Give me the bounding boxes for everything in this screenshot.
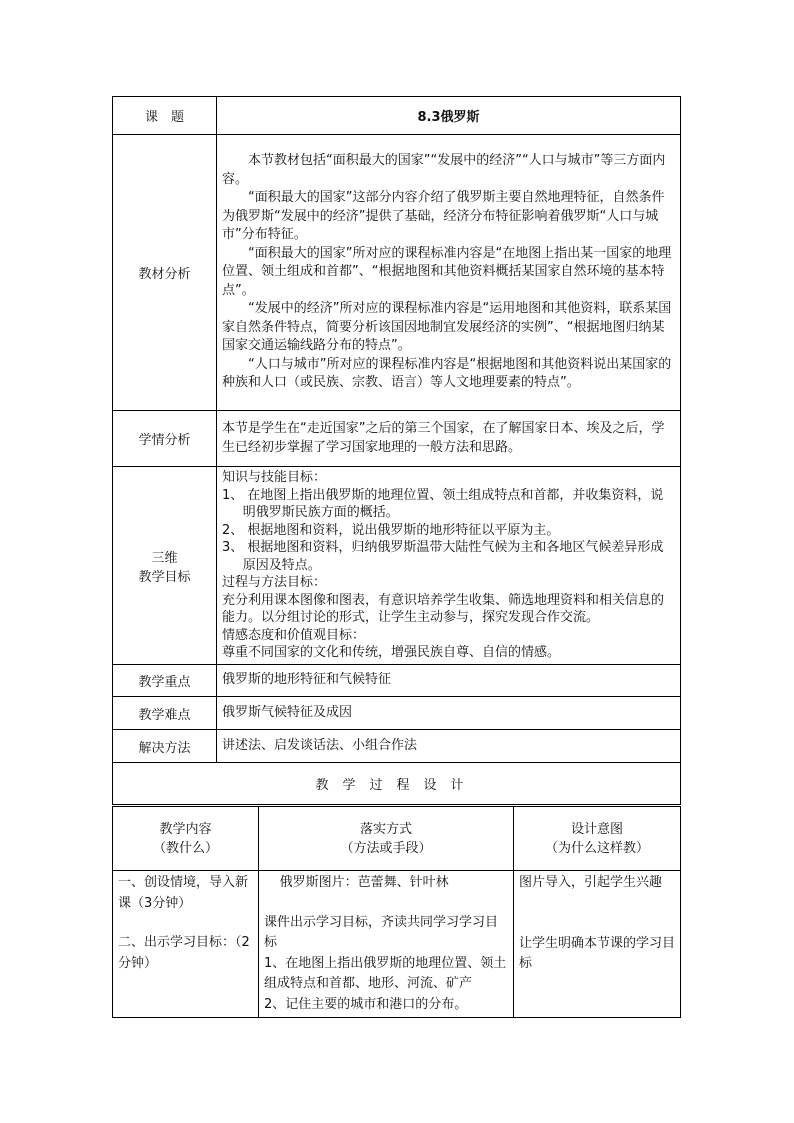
textbook-paragraph: 本节教材包括“面积最大的国家”“发展中的经济”“人口与城市”等三方面内容。 bbox=[222, 153, 666, 187]
content-item: 一、创设情境，导入新课（3分钟） bbox=[118, 875, 249, 911]
textbook-analysis-content bbox=[217, 135, 681, 411]
lesson-plan-table bbox=[112, 96, 681, 805]
textbook-analysis-label: 教材分析 bbox=[113, 135, 217, 411]
header-intent-title: 设计意图 bbox=[570, 821, 623, 837]
header-intent bbox=[514, 807, 681, 871]
process-text: 充分利用课本图像和图表，有意识培养学生收集、筛选地理资料和相关信息的能力。以分组讨论的形式，让学生主动参与，探究发现合作交流。 bbox=[222, 592, 665, 626]
student-analysis-row bbox=[113, 411, 681, 467]
implementation-cell bbox=[259, 871, 514, 1018]
knowledge-heading: 知识与技能目标： bbox=[222, 470, 327, 486]
objectives-row bbox=[113, 467, 681, 665]
intent-line: 图片导入，引起学生兴趣 bbox=[519, 875, 663, 890]
method-label: 解决方法 bbox=[113, 730, 217, 763]
header-implementation-title: 落实方式 bbox=[359, 821, 412, 837]
process-design-title: 教学过程设计 bbox=[113, 763, 681, 805]
header-content-subtitle: （教什么） bbox=[152, 840, 218, 856]
knowledge-item: 1、 在地图上指出俄罗斯的地理位置、领土组成特点和首都，并收集资料，说明俄罗斯民族方面的概括。 bbox=[222, 487, 664, 521]
difficulty-label: 教学难点 bbox=[113, 697, 217, 730]
textbook-analysis-row bbox=[113, 135, 681, 411]
content-cell bbox=[113, 871, 259, 1018]
emotion-text: 尊重不同国家的文化和传统，增强民族自尊、自信的情感。 bbox=[222, 645, 561, 661]
header-content bbox=[113, 807, 259, 871]
textbook-paragraph: “面积最大的国家”这部分内容介绍了俄罗斯主要自然地理特征，自然条件为俄罗斯“发展中的经济”提供了基础，经济分布特征影响着俄罗斯“人口与城市”分布特征。 bbox=[222, 190, 665, 243]
method-value: 讲述法、启发谈话法、小组合作法 bbox=[217, 730, 681, 763]
header-implementation-subtitle: （方法或手段） bbox=[340, 840, 432, 856]
header-intent-subtitle: （为什么这样教） bbox=[544, 840, 649, 856]
objectives-label-line1: 三维 bbox=[151, 550, 178, 566]
knowledge-item: 3、 根据地图和资料，归纳俄罗斯温带大陆性气候为主和各地区气候差异形成原因及特点。 bbox=[222, 540, 664, 573]
key-point-value: 俄罗斯的地形特征和气候特征 bbox=[217, 665, 681, 697]
difficulty-value: 俄罗斯气候特征及成因 bbox=[217, 697, 681, 730]
implementation-line: 1、在地图上指出俄罗斯的地理位置、领土组成特点和首都、地形、河流、矿产 bbox=[264, 955, 507, 991]
method-row bbox=[113, 730, 681, 763]
content-item: 二、出示学习目标：（2分钟） bbox=[118, 935, 250, 971]
knowledge-item: 2、 根据地图和资料，说出俄罗斯的地形特征以平原为主。 bbox=[222, 522, 560, 538]
header-implementation bbox=[259, 807, 514, 871]
process-heading: 过程与方法目标： bbox=[222, 575, 327, 591]
textbook-paragraph: “人口与城市”所对应的课程标准内容是“根据地图和其他资料说出某国家的种族和人口（或民族、宗教、语言）等人文地理要素的特点”。 bbox=[222, 356, 672, 391]
textbook-paragraph: “面积最大的国家”所对应的课程标准内容是“在地图上指出某一国家的地理位置、领土组成和首都”、“根据地图和其他资料概括某国家自然环境的基本特点”。 bbox=[222, 245, 672, 298]
course-title-value: 8.3俄罗斯 bbox=[217, 97, 681, 135]
key-point-label: 教学重点 bbox=[113, 665, 217, 697]
process-header-row bbox=[113, 807, 681, 871]
objectives-label bbox=[113, 467, 217, 665]
difficulty-row bbox=[113, 697, 681, 730]
process-body-row bbox=[113, 871, 681, 1018]
objectives-content bbox=[217, 467, 681, 665]
key-point-row bbox=[113, 665, 681, 697]
intent-line: 让学生明确本节课的学习目标 bbox=[519, 935, 676, 971]
course-title-row bbox=[113, 97, 681, 135]
implementation-line: 课件出示学习目标，齐读共同学习学习目标 bbox=[264, 914, 499, 950]
student-analysis-label: 学情分析 bbox=[113, 411, 217, 467]
student-analysis-content: 本节是学生在“走近国家”之后的第三个国家，在了解国家日本、埃及之后，学生已经初步掌握了学习国家地理的一般方法和思路。 bbox=[217, 411, 681, 467]
teaching-process-table bbox=[112, 806, 681, 1018]
header-content-title: 教学内容 bbox=[159, 821, 212, 837]
process-design-title-row bbox=[113, 763, 681, 805]
implementation-line: 俄罗斯图片：芭蕾舞、针叶林 bbox=[279, 875, 449, 890]
intent-cell bbox=[514, 871, 681, 1018]
course-title-label: 课 题 bbox=[113, 97, 217, 135]
objectives-label-line2: 教学目标 bbox=[138, 569, 191, 585]
textbook-paragraph: “发展中的经济”所对应的课程标准内容是“运用地图和其他资料，联系某国家自然条件特点，简要分析该国因地制宜发展经济的实例”、“根据地图归纳某国家交通运输线路分布的特点”。 bbox=[222, 301, 672, 354]
emotion-heading: 情感态度和价值观目标： bbox=[222, 627, 366, 643]
implementation-line: 2、记住主要的城市和港口的分布。 bbox=[264, 996, 468, 1012]
